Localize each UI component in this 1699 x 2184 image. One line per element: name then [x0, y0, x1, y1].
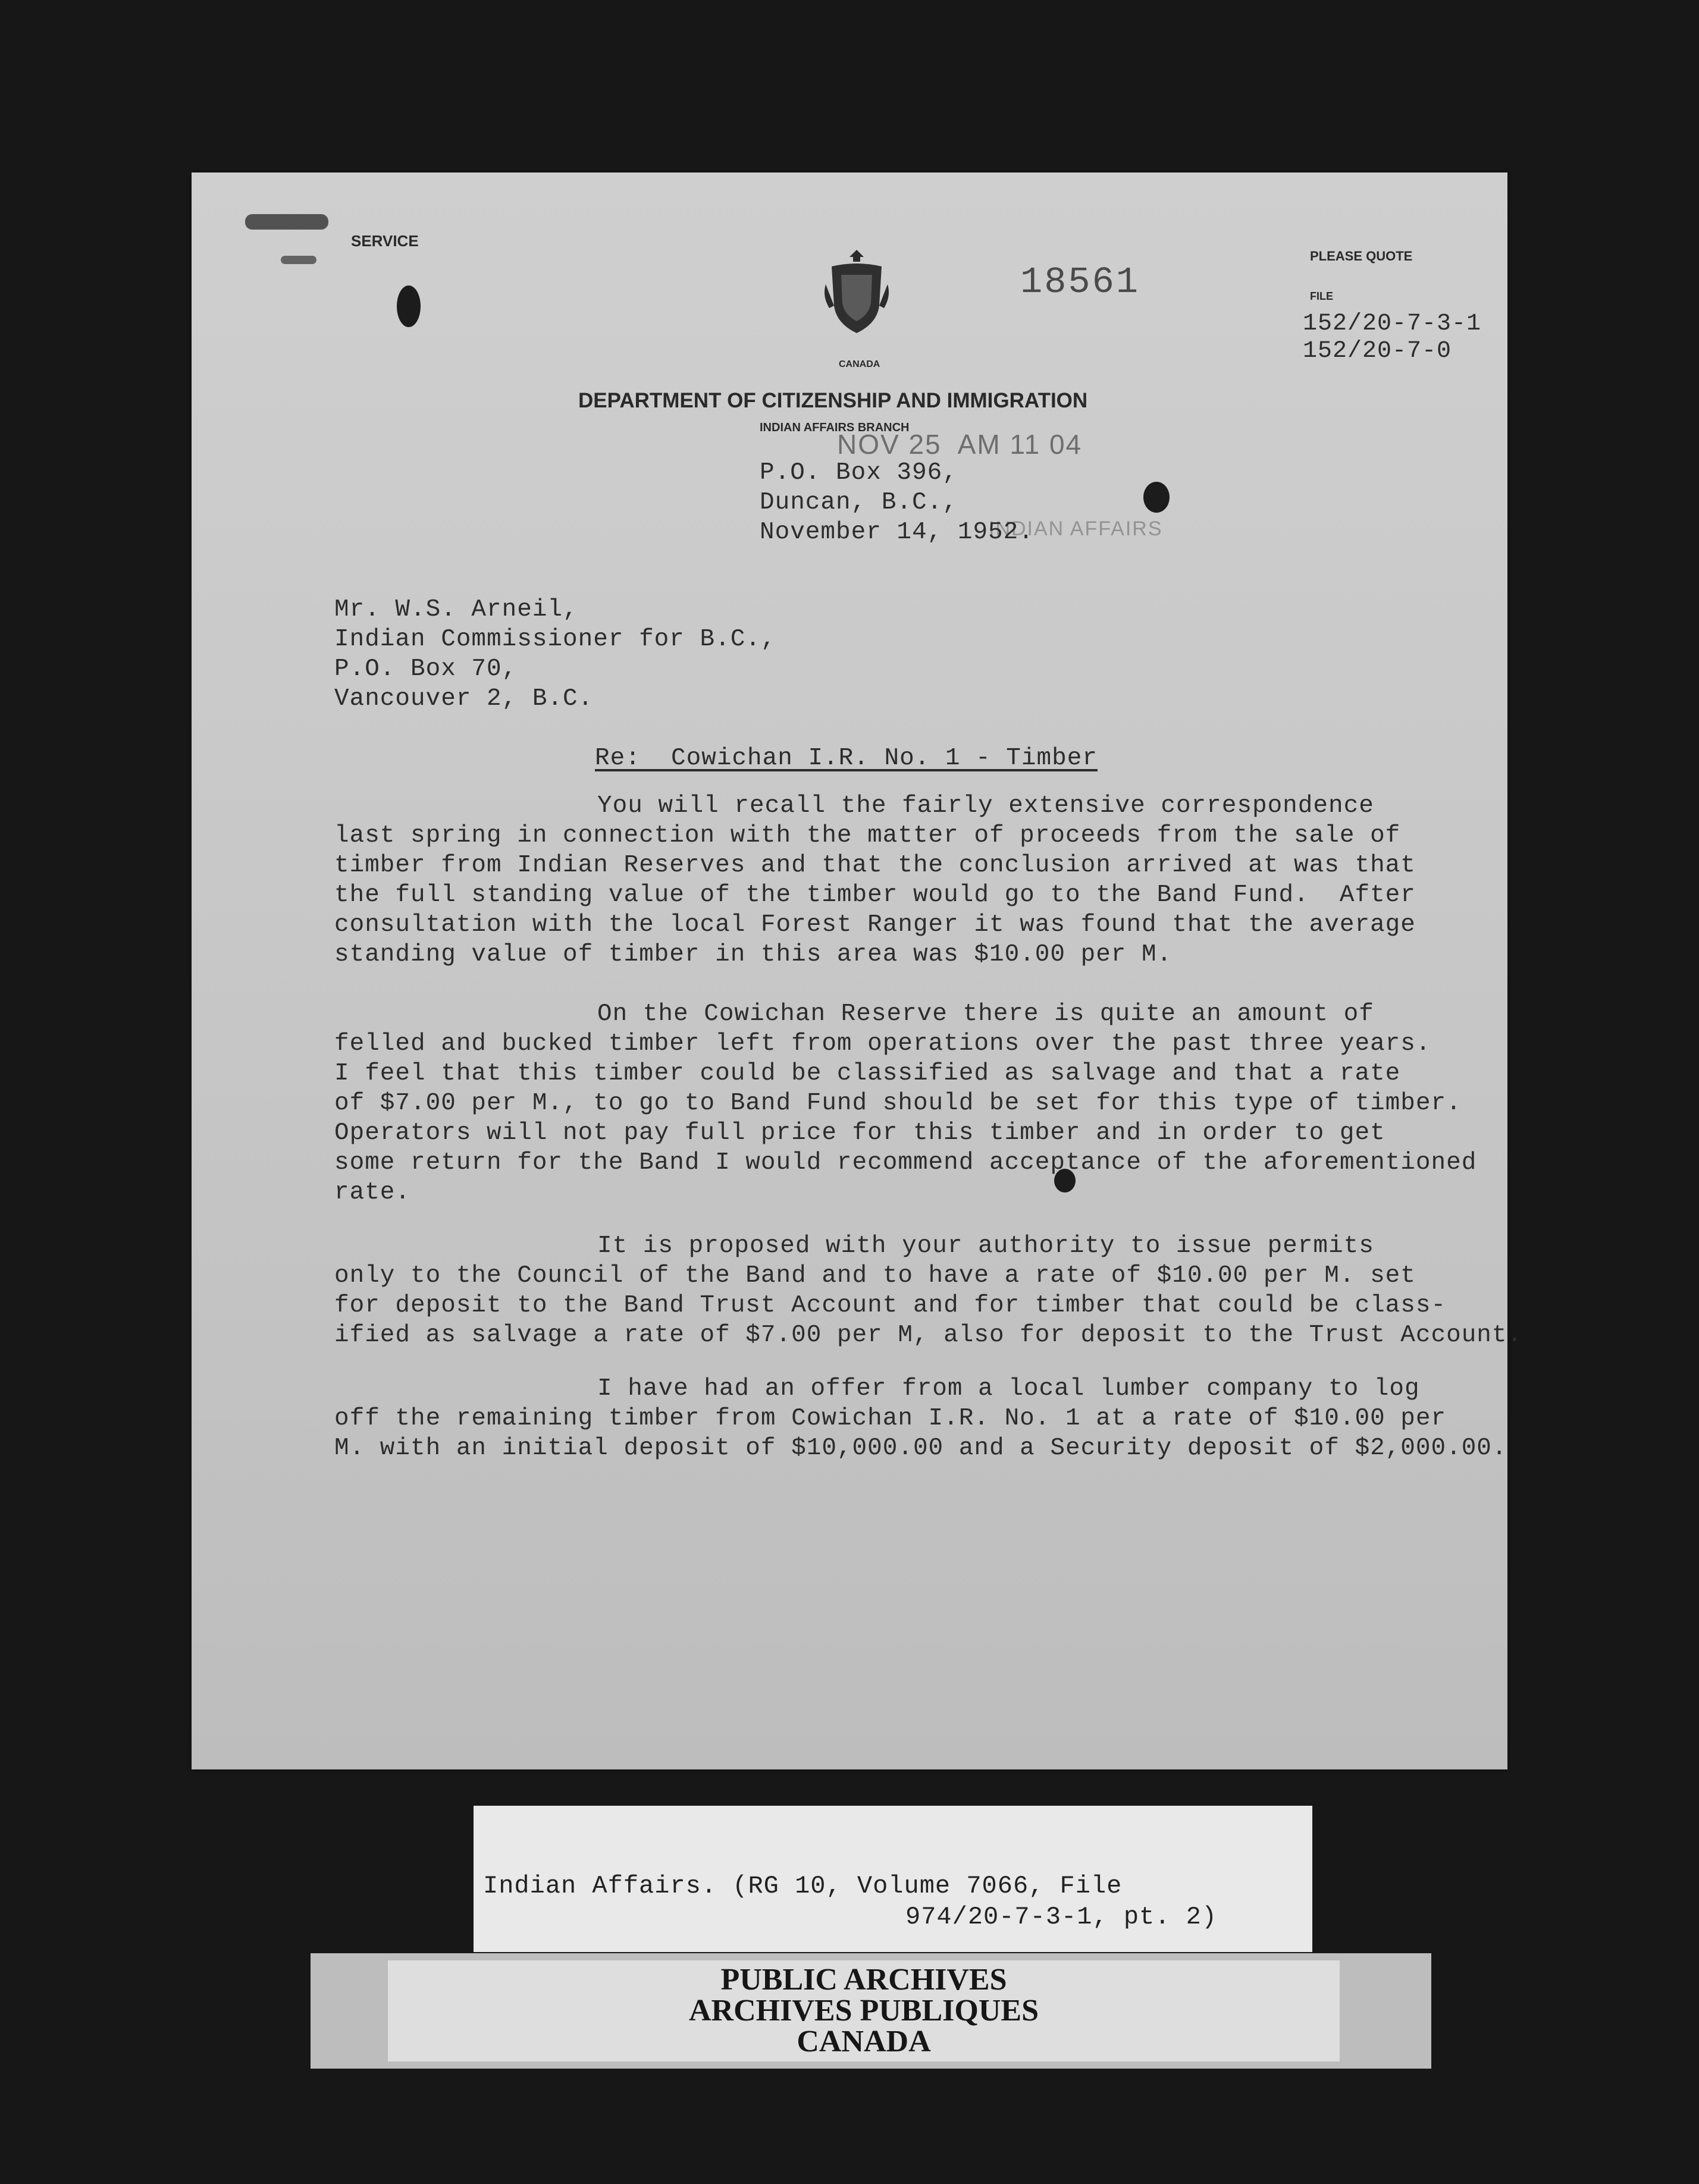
- body-line: On the Cowichan Reserve there is quite an amount of: [597, 1000, 1374, 1028]
- body-line: consultation with the local Forest Ranger it was found that the average: [334, 911, 1416, 939]
- archives-label-line: ARCHIVES PUBLIQUES: [688, 1994, 1039, 2028]
- received-stamp-date: NOV 25 AM 11 04: [837, 429, 1083, 460]
- archives-label-line: CANADA: [797, 2025, 931, 2059]
- body-line: standing value of timber in this area was $10.00 per M.: [334, 941, 1173, 968]
- body-line: some return for the Band I would recommend acceptance of the aforementioned: [334, 1149, 1477, 1176]
- body-line: timber from Indian Reserves and that the conclusion arrived at was that: [334, 852, 1416, 879]
- crest-caption: CANADA: [839, 359, 880, 369]
- body-line: of $7.00 per M., to go to Band Fund should be set for this type of timber.: [334, 1090, 1462, 1117]
- sender-address-line: Duncan, B.C.,: [760, 489, 958, 516]
- body-line: I feel that this timber could be classified as salvage and that a rate: [334, 1060, 1401, 1087]
- file-ref-2: 152/20-7-0: [1303, 338, 1452, 365]
- ink-blot: [397, 285, 421, 327]
- body-line: only to the Council of the Band and to have a rate of $10.00 per M. set: [334, 1262, 1416, 1289]
- body-line: rate.: [334, 1179, 411, 1206]
- body-line: You will recall the fairly extensive correspondence: [597, 792, 1374, 820]
- canada-crest-icon: [821, 249, 892, 338]
- body-line: Operators will not pay full price for this timber and in order to get: [334, 1119, 1385, 1147]
- body-line: last spring in connection with the matter of proceeds from the sale of: [334, 822, 1401, 849]
- body-line: I have had an offer from a local lumber company to log: [597, 1375, 1420, 1402]
- archives-label-strip: [388, 1960, 1340, 2061]
- department-name: DEPARTMENT OF CITIZENSHIP AND IMMIGRATION: [578, 389, 1088, 412]
- sender-address-line: P.O. Box 396,: [760, 459, 958, 487]
- body-line: off the remaining timber from Cowichan I.R. No. 1 at a rate of $10.00 per: [334, 1405, 1447, 1432]
- body-line: felled and bucked timber left from operations over the past three years.: [334, 1030, 1431, 1058]
- archives-label-line: PUBLIC ARCHIVES: [720, 1963, 1007, 1997]
- body-line: ified as salvage a rate of $7.00 per M, also for deposit to the Trust Account.: [334, 1322, 1523, 1349]
- service-label: SERVICE: [351, 232, 419, 250]
- body-line: for deposit to the Band Trust Account and for timber that could be class-: [334, 1292, 1447, 1319]
- body-line: It is proposed with your authority to issue permits: [597, 1232, 1374, 1260]
- letter-date: November 14, 1952.: [760, 519, 1034, 546]
- subject-line: Re: Cowichan I.R. No. 1 - Timber: [595, 745, 1098, 772]
- recipient-line: Indian Commissioner for B.C.,: [334, 626, 776, 653]
- received-number: 18561: [1020, 261, 1140, 303]
- recipient-line: Mr. W.S. Arneil,: [334, 596, 578, 623]
- ink-blot: [245, 214, 328, 230]
- archive-reference-line: 974/20-7-3-1, pt. 2): [905, 1903, 1218, 1931]
- recipient-line: P.O. Box 70,: [334, 655, 518, 683]
- archive-reference-line: Indian Affairs. (RG 10, Volume 7066, File: [483, 1872, 1123, 1900]
- file-label: FILE: [1310, 290, 1333, 302]
- ink-blot: [1143, 482, 1170, 513]
- branch-name: INDIAN AFFAIRS BRANCH: [760, 421, 910, 434]
- public-archives-label: [311, 1953, 1431, 2069]
- recipient-line: Vancouver 2, B.C.: [334, 685, 594, 713]
- ink-blot: [281, 256, 316, 264]
- body-line: M. with an initial deposit of $10,000.00 and a Security deposit of $2,000.00.: [334, 1435, 1507, 1462]
- please-quote-label: PLEASE QUOTE: [1310, 249, 1413, 263]
- file-ref-1: 152/20-7-3-1: [1303, 310, 1482, 337]
- letter-page: [192, 172, 1523, 1769]
- body-line: the full standing value of the timber would go to the Band Fund. After: [334, 881, 1416, 909]
- archive-reference-tag: [474, 1806, 1312, 1952]
- received-stamp-office: INDIAN AFFAIRS: [989, 517, 1163, 540]
